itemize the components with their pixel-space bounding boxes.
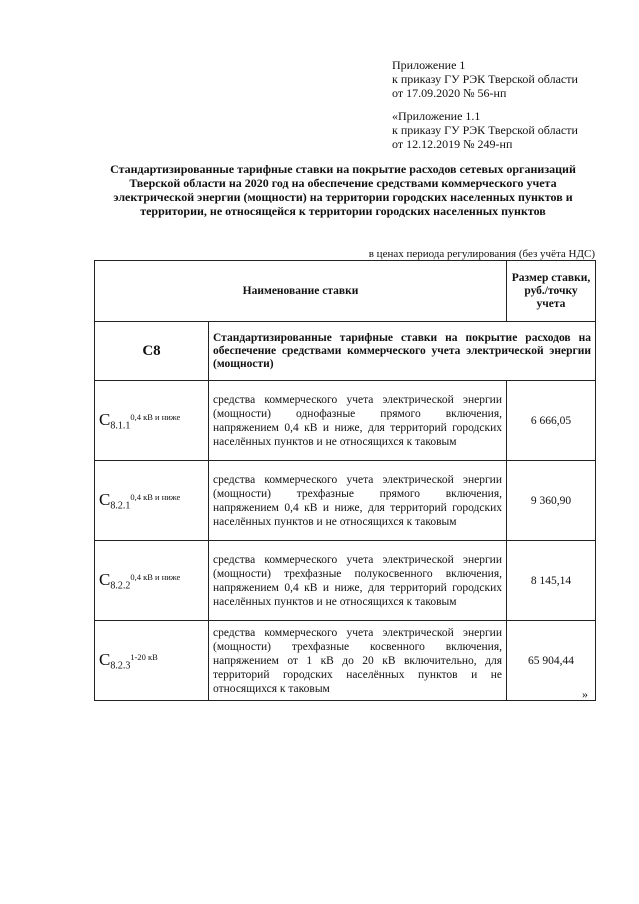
appendix-old-reference — [392, 109, 578, 151]
rate-code — [95, 381, 209, 461]
rate-code — [95, 541, 209, 621]
rate-code-base: C — [99, 489, 111, 509]
rate-code-sub: 8.1.1 — [110, 420, 131, 432]
rate-description: средства коммерческого учета электрической энергии (мощности) однофазные прямого включения, напряжением 0,4 кВ и ниже, для территорий городских населённых пунктов и не относящихся к таковым — [209, 381, 507, 461]
table-header-row — [95, 261, 596, 322]
rate-code-sub: 8.2.3 — [110, 660, 131, 672]
rate-description: средства коммерческого учета электрической энергии (мощности) трехфазные полукосвенного включения, напряжением 0,4 кВ и ниже, для территорий городских населённых пунктов и не относящихся к таковым — [209, 541, 507, 621]
rate-description: средства коммерческого учета электрической энергии (мощности) трехфазные прямого включения, напряжением 0,4 кВ и ниже, для территорий городских населённых пунктов и не относящихся к таковым — [209, 461, 507, 541]
appendix-old-line-3: от 12.12.2019 № 249-нп — [392, 137, 513, 151]
rate-value: 9 360,90 — [507, 461, 596, 541]
price-note: в ценах периода регулирования (без учёта НДС) — [368, 248, 595, 260]
group-description: Стандартизированные тарифные ставки на покрытие расходов на обеспечение средствами коммерческого учета электрической энергии (мощности) — [209, 322, 596, 381]
table-row — [95, 541, 596, 621]
appendix-old-line-1: «Приложение 1.1 — [392, 109, 481, 123]
rate-code-voltage: 0,4 кВ и ниже — [130, 492, 181, 503]
appendix-line-3: от 17.09.2020 № 56-нп — [392, 86, 507, 100]
rate-code-sub: 8.2.1 — [110, 500, 131, 512]
appendix-reference — [392, 58, 578, 100]
header-rate-size: Размер ставки, руб./точку учета — [507, 261, 596, 322]
rate-code — [95, 461, 209, 541]
closing-quote-mark: » — [582, 687, 588, 701]
table-row — [95, 621, 596, 701]
rate-code — [95, 621, 209, 701]
rate-description: средства коммерческого учета электрической энергии (мощности) трехфазные косвенного включения, напряжением от 1 кВ до 20 кВ включительно, для территорий городских населённых пунктов и не относящихся к таковым — [209, 621, 507, 701]
appendix-old-line-2: к приказу ГУ РЭК Тверской области — [392, 123, 578, 137]
rate-code-voltage: 1-20 кВ — [130, 652, 158, 663]
table-row — [95, 381, 596, 461]
rates-table — [94, 260, 596, 701]
rate-code-base: C — [99, 409, 111, 429]
document-title: Стандартизированные тарифные ставки на покрытие расходов сетевых организаций Тверской области на 2020 год на обеспечение средствами коммерческого учета электрической энергии (мощности) на территории городских населенных пунктов и территории, не относящейся к территории городских населенных пунктов — [110, 162, 576, 218]
rate-code-base: C — [99, 569, 111, 589]
rate-code-voltage: 0,4 кВ и ниже — [130, 412, 181, 423]
rate-value: 65 904,44 — [507, 621, 596, 701]
group-code: C8 — [95, 322, 209, 381]
rate-value: 6 666,05 — [507, 381, 596, 461]
rate-code-sub: 8.2.2 — [110, 580, 131, 592]
group-row — [95, 322, 596, 381]
rate-value: 8 145,14 — [507, 541, 596, 621]
appendix-line-2: к приказу ГУ РЭК Тверской области — [392, 72, 578, 86]
table-row — [95, 461, 596, 541]
appendix-line-1: Приложение 1 — [392, 58, 466, 72]
header-rate-name: Наименование ставки — [95, 261, 507, 322]
rate-code-base: C — [99, 649, 111, 669]
rate-code-voltage: 0,4 кВ и ниже — [130, 572, 181, 583]
